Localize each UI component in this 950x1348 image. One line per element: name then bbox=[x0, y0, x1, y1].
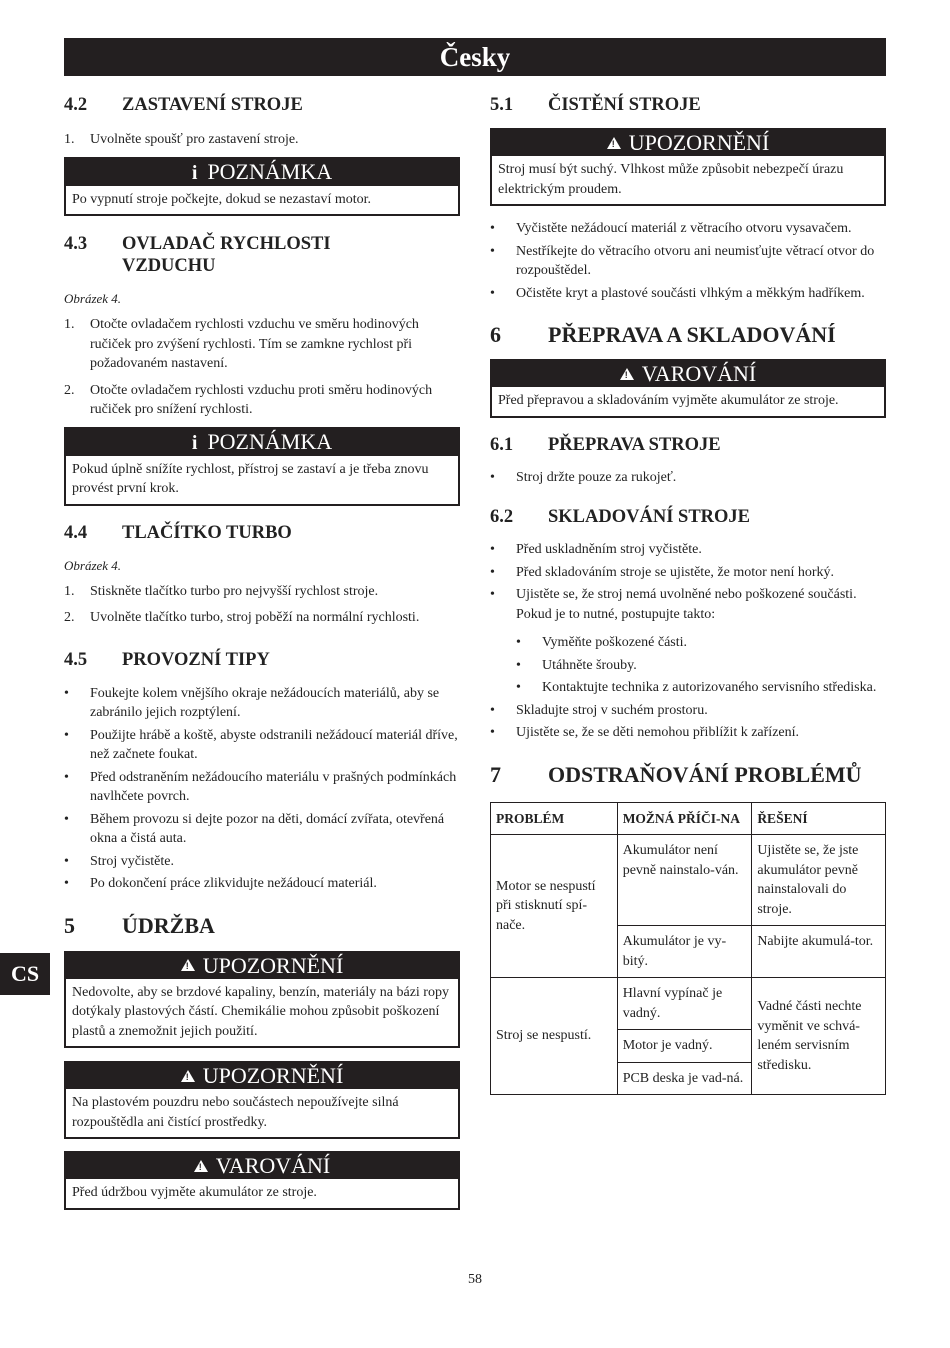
bullet-text: Kontaktujte technika z autorizovaného servisního střediska. bbox=[542, 680, 877, 695]
section-number: 4.2 bbox=[64, 95, 88, 115]
section-title: PŘEPRAVA A SKLADOVÁNÍ bbox=[548, 322, 836, 347]
solution-cell: Ujistěte se, že jste akumulátor pevně nainstalovali do stroje. bbox=[752, 835, 886, 926]
bullet-item: • Po dokončení práce zlikvidujte nežádoucí materiál. bbox=[64, 874, 460, 894]
figure-reference: Obrázek 4. bbox=[64, 557, 122, 573]
bullet-text: Po dokončení práce zlikvidujte nežádoucí materiál. bbox=[90, 876, 377, 891]
caution-text: Stroj musí být suchý. Vlhkost může způsobit nebezpečí úrazu elektrickým proudem. bbox=[498, 162, 844, 197]
warning-title: VAROVÁNÍ bbox=[641, 361, 757, 386]
bullet-item: • Ujistěte se, že se děti nemohou přiblížit k zařízení. bbox=[490, 723, 886, 743]
right-column bbox=[490, 94, 886, 1095]
heading-7 bbox=[490, 762, 886, 788]
bullet-item: • Skladujte stroj v suchém prostoru. bbox=[490, 701, 886, 721]
section-number: 4.4 bbox=[64, 522, 88, 543]
bullet-item: • Foukejte kolem vnějšího okraje nežádoucích materiálů, aby se zabránilo jejich rozptýlení. bbox=[64, 684, 460, 723]
bullet-text: Stroj držte pouze za rukojeť. bbox=[516, 469, 677, 485]
bullet-text: Očistěte kryt a plastové součásti vlhkým a měkkým hadříkem. bbox=[516, 285, 865, 301]
warning-text: Před přepravou a skladováním vyjměte akumulátor ze stroje. bbox=[498, 393, 839, 408]
sub-bullet-item: • Kontaktujte technika z autorizovaného servisního střediska. bbox=[490, 678, 886, 698]
bullet-item: • Stroj držte pouze za rukojeť. bbox=[490, 468, 886, 488]
warning-text: Před údržbou vyjměte akumulátor ze stroje. bbox=[72, 1185, 317, 1200]
section-title: ODSTRAŇOVÁNÍ PROBLÉMŮ bbox=[548, 761, 862, 787]
bullet-text: Nestříkejte do větracího otvoru ani neumisťujte větrací otvor do rozpouštědel. bbox=[516, 243, 875, 278]
heading-4-4 bbox=[64, 522, 460, 544]
caution-title: UPOZORNĚNÍ bbox=[202, 1063, 344, 1088]
cause-cell: PCB deska je vad-ná. bbox=[617, 1062, 752, 1095]
section-number: 6 bbox=[490, 322, 501, 347]
item-text: Uvolněte spoušť pro zastavení stroje. bbox=[90, 132, 299, 147]
warning-box bbox=[490, 359, 886, 418]
language-tab: CS bbox=[0, 953, 50, 995]
caution-text: Nedovolte, aby se brzdové kapaliny, benzín, materiály na bázi ropy dotýkaly plastových částí. Chemikálie mohou způsobit poškození plastů a znemožnit jejich použití. bbox=[72, 984, 449, 1039]
warning-icon bbox=[181, 1070, 195, 1082]
item-number: 2. bbox=[64, 382, 75, 398]
caution-box bbox=[490, 128, 886, 206]
heading-6-1 bbox=[490, 434, 886, 456]
bullet-text: Ujistěte se, že stroj nemá uvolněné nebo poškozené součásti. Pokud je to nutné, postupujte takto: bbox=[516, 587, 857, 622]
bullet-text: Ujistěte se, že se děti nemohou přiblížit k zařízení. bbox=[516, 725, 800, 740]
info-icon: i bbox=[191, 431, 198, 454]
warning-icon bbox=[620, 368, 634, 380]
item-text: Uvolněte tlačítko turbo, stroj poběží na normální rychlosti. bbox=[90, 610, 420, 625]
caution-header bbox=[66, 1063, 458, 1089]
section-number: 7 bbox=[490, 761, 501, 787]
table-row bbox=[491, 978, 886, 1030]
warning-icon bbox=[181, 959, 195, 971]
bullet-text: Před uskladněním stroj vyčistěte. bbox=[516, 542, 702, 557]
bullet-text: Použijte hrábě a koště, abyste odstranili nežádoucí materiál dříve, než začnete foukat. bbox=[90, 727, 458, 762]
warning-icon bbox=[607, 137, 621, 149]
section-title: ČISTĚNÍ STROJE bbox=[548, 95, 701, 115]
sub-bullet-item: • Utáhněte šrouby. bbox=[490, 656, 886, 676]
heading-4-3 bbox=[64, 233, 460, 277]
item-number: 1. bbox=[64, 132, 75, 147]
bullet-text: Stroj vyčistěte. bbox=[90, 853, 174, 869]
bullet-item: • Před skladováním stroje se ujistěte, že motor není horký. bbox=[490, 563, 886, 583]
section-number: 6.2 bbox=[490, 507, 514, 527]
info-icon: i bbox=[191, 161, 198, 184]
caution-title: UPOZORNĚNÍ bbox=[202, 952, 344, 978]
caution-box bbox=[64, 951, 460, 1049]
column-header: ŘEŠENÍ bbox=[752, 802, 886, 835]
heading-4-2 bbox=[64, 94, 460, 116]
list-item bbox=[64, 130, 460, 150]
warning-title: VAROVÁNÍ bbox=[215, 1153, 331, 1178]
bullet-text: Vyměňte poškozené části. bbox=[542, 635, 688, 650]
section-number: 6.1 bbox=[490, 434, 514, 455]
bullet-text: Skladujte stroj v suchém prostoru. bbox=[516, 702, 708, 718]
note-title: POZNÁMKA bbox=[207, 428, 333, 454]
section-title: TLAČÍTKO TURBO bbox=[122, 522, 292, 543]
bullet-text: Během provozu si dejte pozor na děti, domácí zvířata, otevřená okna a čistá auta. bbox=[90, 811, 445, 846]
warning-header bbox=[492, 361, 884, 387]
page-number: 58 bbox=[468, 1272, 482, 1287]
note-text: Po vypnutí stroje počkejte, dokud se nezastaví motor. bbox=[72, 191, 372, 207]
list-item bbox=[64, 381, 460, 420]
bullet-text: Před odstraněním nežádoucího materiálu v prašných podmínkách navlhčete povrch. bbox=[90, 769, 457, 804]
problem-cell: Stroj se nespustí. bbox=[491, 978, 618, 1095]
page-banner: Česky bbox=[64, 38, 886, 76]
bullet-text: Foukejte kolem vnějšího okraje nežádoucích materiálů, aby se zabránilo jejich rozptýlení. bbox=[90, 685, 440, 720]
figure-reference: Obrázek 4. bbox=[64, 291, 122, 306]
solution-cell: Vadné části nechte vyměnit ve schvá-leném servisním středisku. bbox=[752, 978, 886, 1095]
bullet-item: • Během provozu si dejte pozor na děti, domácí zvířata, otevřená okna a čistá auta. bbox=[64, 810, 460, 849]
note-box bbox=[64, 157, 460, 217]
bullet-item: • Očistěte kryt a plastové součásti vlhkým a měkkým hadříkem. bbox=[490, 284, 886, 304]
section-title: ZASTAVENÍ STROJE bbox=[122, 95, 303, 115]
section-number: 5 bbox=[64, 912, 75, 938]
cause-cell: Hlavní vypínač je vadný. bbox=[617, 978, 752, 1030]
item-number: 1. bbox=[64, 583, 75, 599]
bullet-text: Utáhněte šrouby. bbox=[542, 657, 637, 673]
list-item bbox=[64, 315, 460, 374]
section-title: OVLADAČ RYCHLOSTI VZDUCHU bbox=[122, 234, 331, 276]
troubleshooting-table bbox=[490, 802, 886, 1096]
section-number: 4.3 bbox=[64, 234, 88, 254]
item-text: Otočte ovladačem rychlosti vzduchu ve směru hodinových ručiček pro zvýšení rychlosti. Tím se zamkne rychlost při požadovaném nastavení. bbox=[90, 317, 419, 371]
item-number: 2. bbox=[64, 610, 75, 625]
warning-header bbox=[66, 1153, 458, 1179]
bullet-item: • Vyčistěte nežádoucí materiál z větracího otvoru vysavačem. bbox=[490, 219, 886, 239]
sub-bullet-item: • Vyměňte poškozené části. bbox=[490, 633, 886, 653]
section-title: PŘEPRAVA STROJE bbox=[548, 434, 721, 455]
cause-cell: Motor je vadný. bbox=[617, 1030, 752, 1063]
list-item bbox=[64, 582, 460, 602]
item-text: Otočte ovladačem rychlosti vzduchu proti směru hodinových ručiček pro snížení rychlosti. bbox=[90, 382, 433, 417]
problem-cell: Motor se nespustí při stisknutí spí-nače. bbox=[491, 835, 618, 978]
heading-6 bbox=[490, 322, 886, 348]
cause-cell: Akumulátor není pevně nainstalo-ván. bbox=[617, 835, 752, 926]
list-item bbox=[64, 608, 460, 628]
caution-header bbox=[66, 953, 458, 979]
section-title: ÚDRŽBA bbox=[122, 912, 215, 938]
item-number: 1. bbox=[64, 317, 75, 332]
heading-4-5 bbox=[64, 649, 460, 671]
caution-text: Na plastovém pouzdru nebo součástech nepoužívejte silná rozpouštědla ani čistící prostředky. bbox=[72, 1095, 399, 1130]
section-title: SKLADOVÁNÍ STROJE bbox=[548, 507, 751, 527]
column-header: MOŽNÁ PŘÍČI-NA bbox=[617, 802, 752, 835]
caution-header bbox=[492, 130, 884, 156]
bullet-item: • Stroj vyčistěte. bbox=[64, 852, 460, 872]
warning-icon bbox=[194, 1160, 208, 1172]
bullet-text: Vyčistěte nežádoucí materiál z větracího otvoru vysavačem. bbox=[516, 221, 852, 236]
caution-box bbox=[64, 1061, 460, 1139]
table-header-row bbox=[491, 802, 886, 835]
heading-5 bbox=[64, 913, 460, 939]
bullet-text: Před skladováním stroje se ujistěte, že motor není horký. bbox=[516, 564, 835, 580]
section-number: 5.1 bbox=[490, 95, 514, 115]
caution-title: UPOZORNĚNÍ bbox=[628, 130, 770, 155]
bullet-item: • Použijte hrábě a koště, abyste odstranili nežádoucí materiál dříve, než začnete foukat. bbox=[64, 726, 460, 765]
cause-cell: Akumulátor je vy-bitý. bbox=[617, 926, 752, 978]
note-text: Pokud úplně snížíte rychlost, přístroj se zastaví a je třeba znovu provést první krok. bbox=[72, 461, 429, 496]
bullet-item: • Ujistěte se, že stroj nemá uvolněné nebo poškozené součásti. Pokud je to nutné, postupujte takto: bbox=[490, 585, 886, 624]
note-title: POZNÁMKA bbox=[207, 158, 333, 184]
note-header bbox=[66, 159, 458, 186]
left-column bbox=[64, 94, 460, 1210]
solution-cell: Nabijte akumulá-tor. bbox=[752, 926, 886, 978]
section-number: 4.5 bbox=[64, 649, 88, 670]
table-row bbox=[491, 835, 886, 926]
note-header bbox=[66, 429, 458, 456]
item-text: Stiskněte tlačítko turbo pro nejvyšší rychlost stroje. bbox=[90, 583, 379, 599]
heading-5-1 bbox=[490, 94, 886, 116]
heading-6-2 bbox=[490, 506, 886, 528]
bullet-item: • Nestříkejte do větracího otvoru ani neumisťujte větrací otvor do rozpouštědel. bbox=[490, 242, 886, 281]
bullet-item: • Před odstraněním nežádoucího materiálu v prašných podmínkách navlhčete povrch. bbox=[64, 768, 460, 807]
section-title: PROVOZNÍ TIPY bbox=[122, 649, 270, 670]
column-header: PROBLÉM bbox=[491, 802, 618, 835]
warning-box bbox=[64, 1151, 460, 1210]
note-box bbox=[64, 427, 460, 506]
bullet-item: • Před uskladněním stroj vyčistěte. bbox=[490, 540, 886, 560]
